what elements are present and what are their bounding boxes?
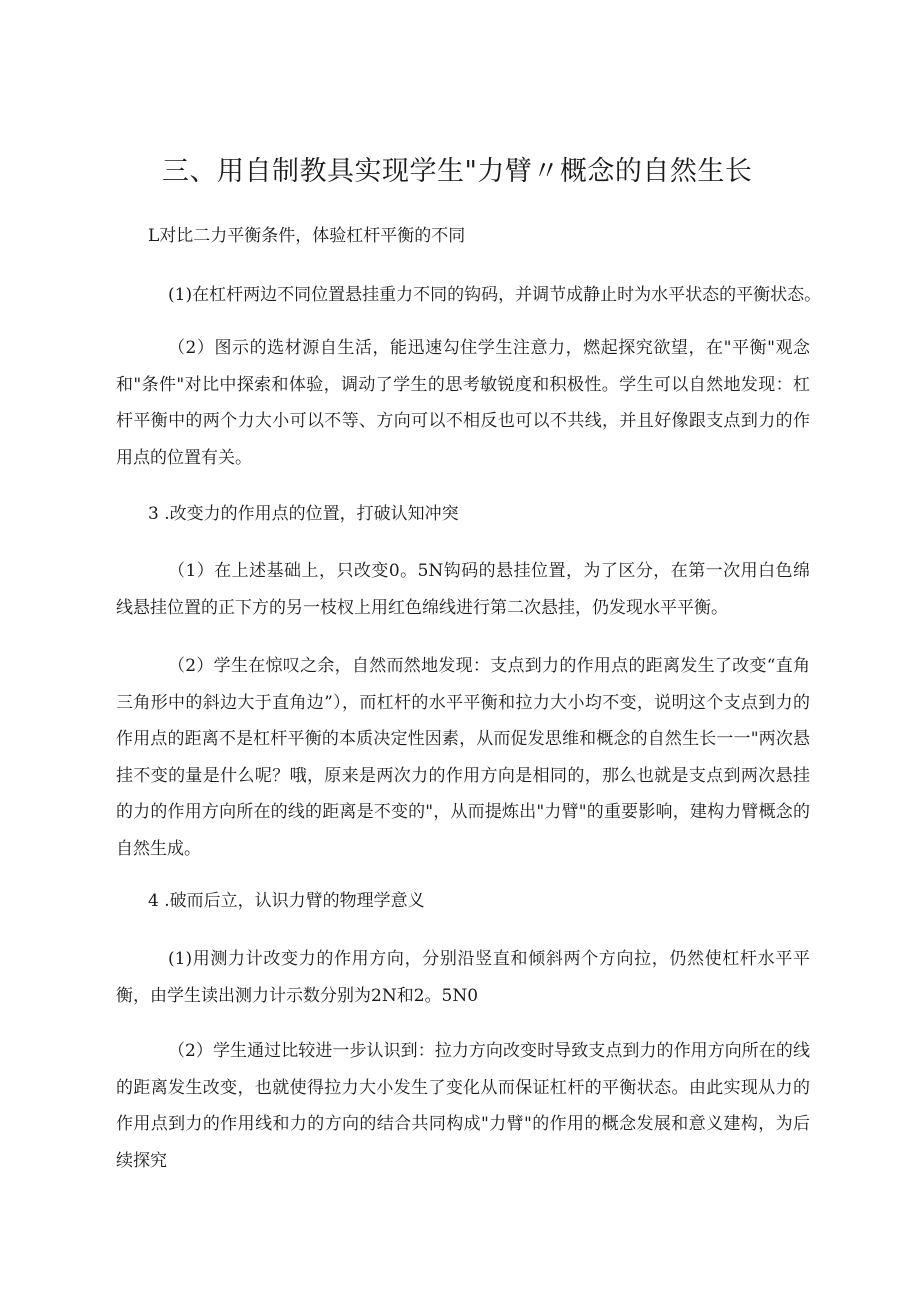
paragraph-4-1: (1)用测力计改变力的作用方向，分别沿竖直和倾斜两个方向拉，仍然使杠杆水平平衡，由学生读出测力计示数分别为2N和2。5N0 <box>116 949 810 1006</box>
paragraph-1-2: （2）图示的选材源自生活，能迅速勾住学生注意力，燃起探究欲望，在"平衡"观念和"条件"对比中探索和体验，调动了学生的思考敏锐度和积极性。学生可以自然地发现：杠杆平衡中的两个力大小可以不等、方向可以不相反也可以不共线，并且好像跟支点到力的作用点的位置有关。 <box>116 338 810 468</box>
paragraph-3-1: （1）在上述基础上，只改变0。5N钩码的悬挂位置，为了区分，在第一次用白色绵线悬挂位置的正下方的另一枝杈上用红色绵线进行第二次悬挂，仍发现水平平衡。 <box>116 561 810 618</box>
paragraph-1-1: (1)在杠杆两边不同位置悬挂重力不同的钩码，并调节成静止时为水平状态的平衡状态。 <box>168 285 822 305</box>
paragraph-3-2: （2）学生在惊叹之余，自然而然地发现：支点到力的作用点的距离发生了改变“直角三角形中的斜边大于直角边”），而杠杆的水平平衡和拉力大小均不变，说明这个支点到力的作用点的距离不是杠杆平衡的本质决定性因素，从而促发思维和概念的自然生长一一"两次悬挂不变的量是什么呢？哦，原来是两次力的作用方向是相同的，那么也就是支点到两次悬挂的力的作用方向所在的线的距离是不变的"，从而提炼出"力臂"的重要影响，建构力臂概念的自然生成。 <box>116 656 810 859</box>
subheading-4: 4 .破而后立，认识力臂的物理学意义 <box>148 891 425 911</box>
subheading-1: L对比二力平衡条件，体验杠杆平衡的不同 <box>148 226 466 246</box>
subheading-3: 3 .改变力的作用点的位置，打破认知冲突 <box>148 504 459 524</box>
paragraph-4-2: （2）学生通过比较进一步认识到：拉力方向改变时导致支点到力的作用方向所在的线的距离发生改变，也就使得拉力大小发生了变化从而保证杠杆的平衡状态。由此实现从力的作用点到力的作用线和力的方向的结合共同构成"力臂"的作用的概念发展和意义建构，为后续探究 <box>116 1041 810 1171</box>
section-title: 三、用自制教具实现学生"力臂〃概念的自然生长 <box>162 156 753 187</box>
